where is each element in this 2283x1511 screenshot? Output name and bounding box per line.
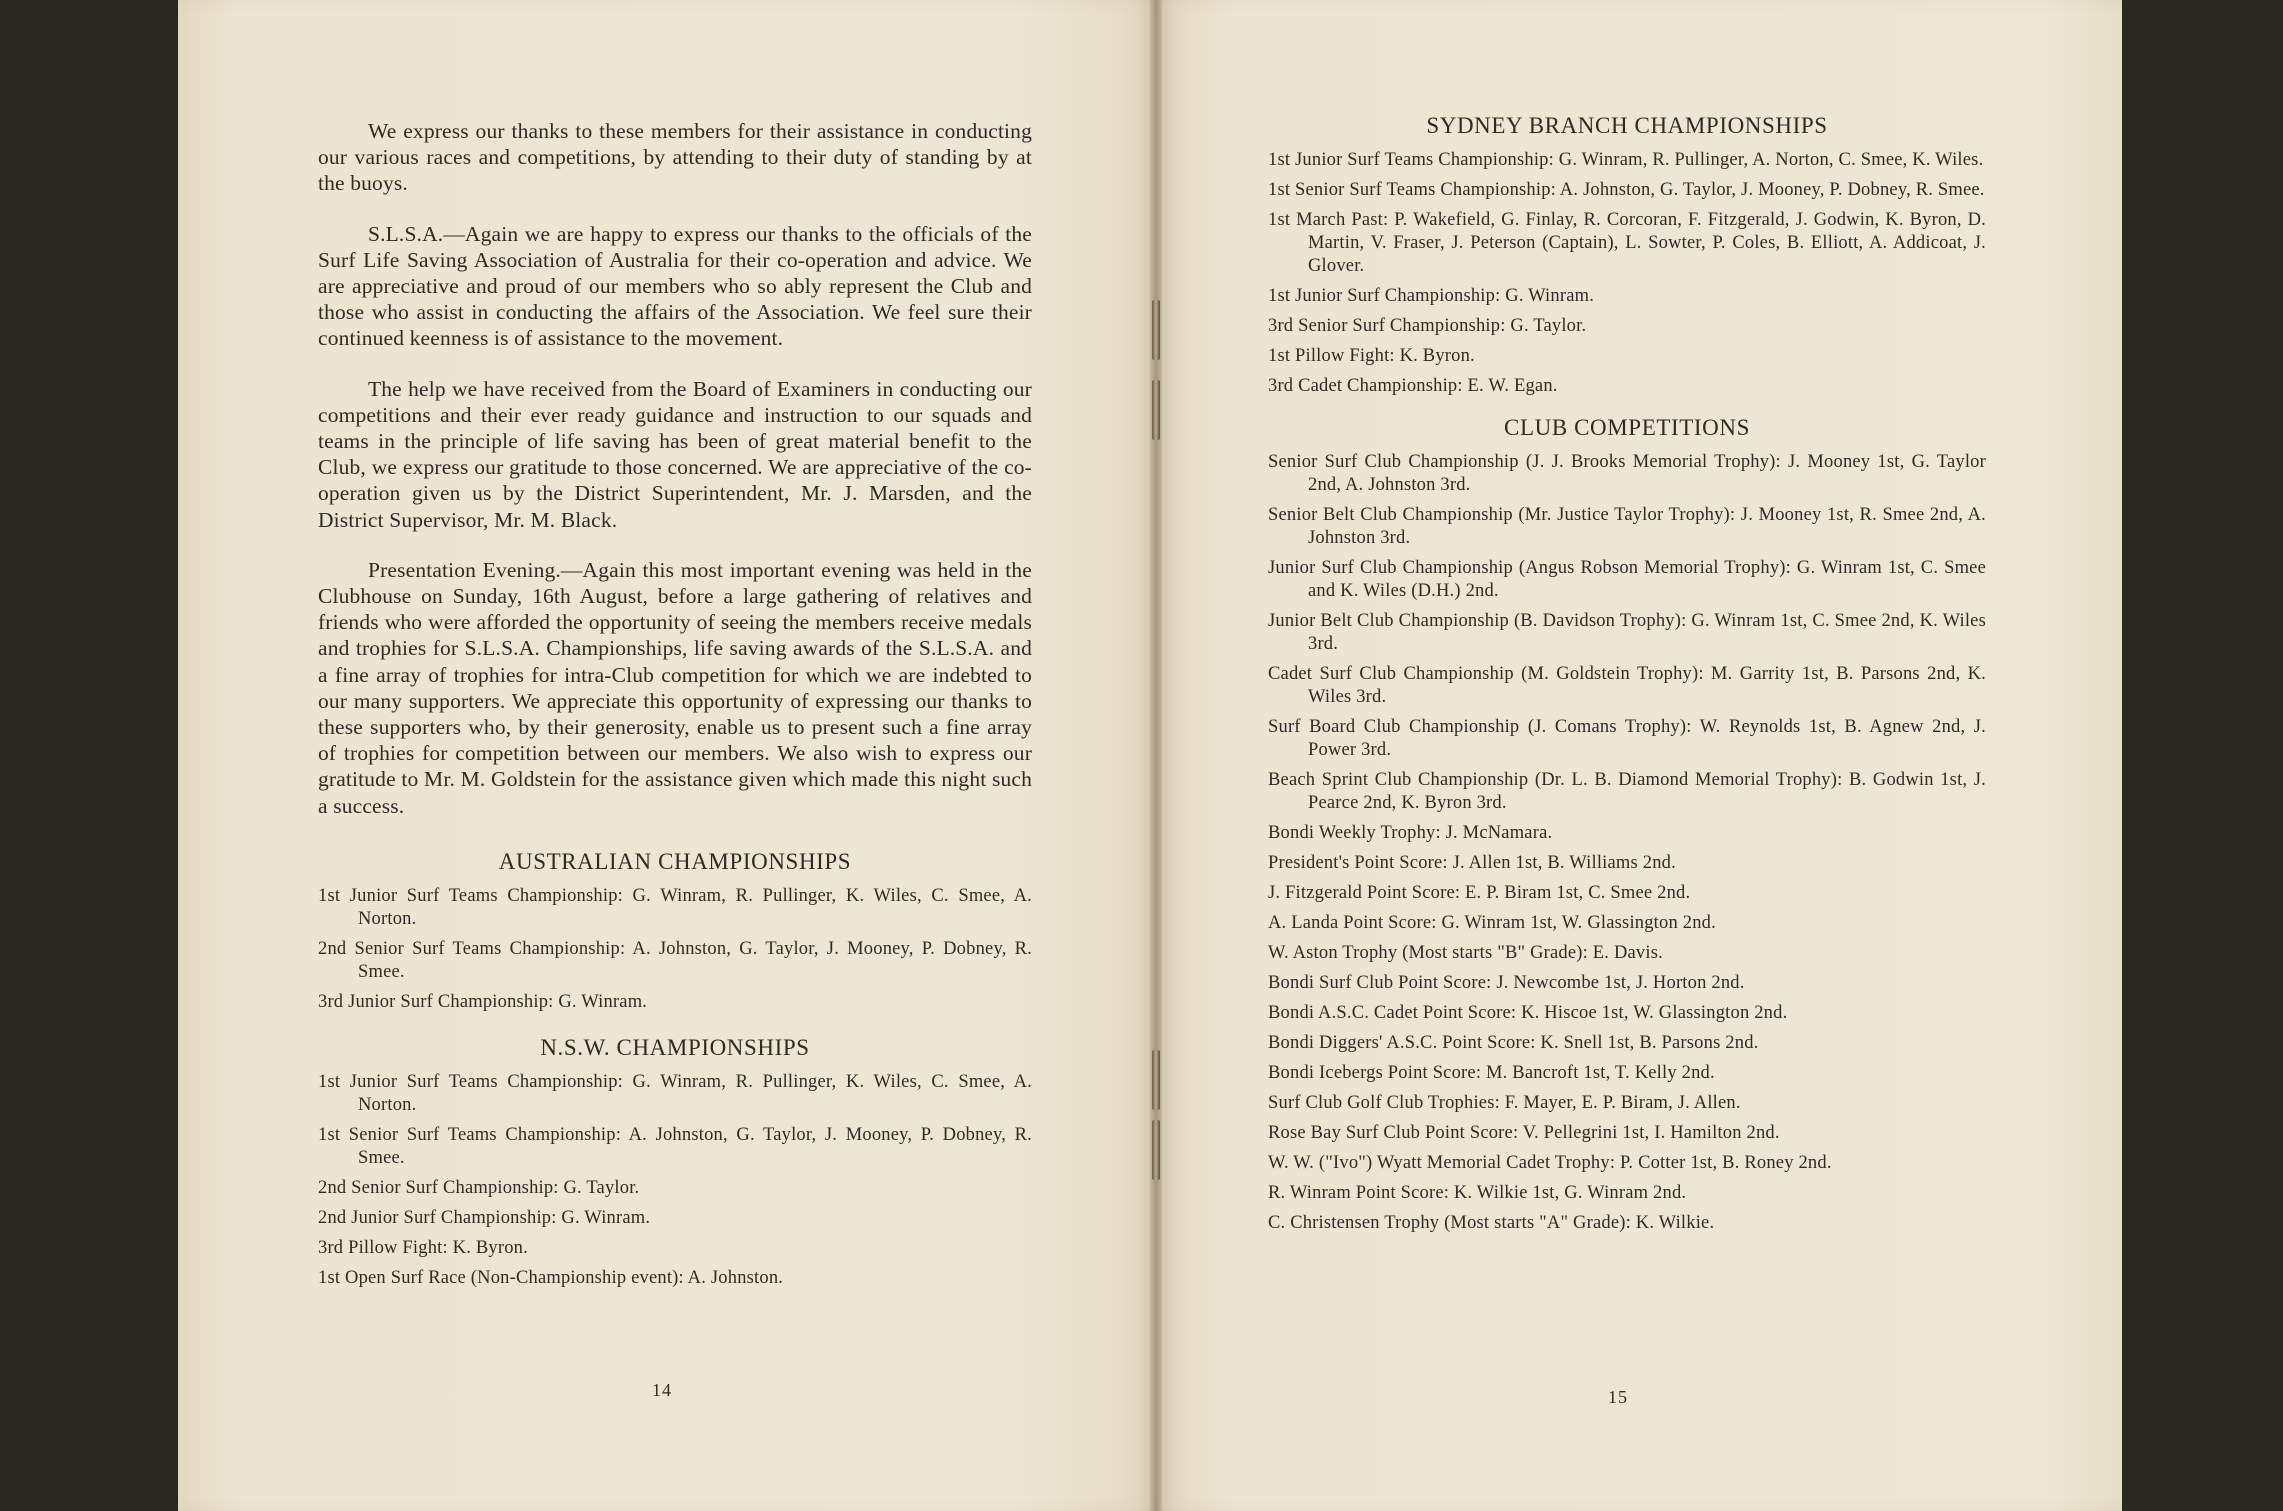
result-entry: 1st Open Surf Race (Non-Championship event): A. Johnston. [318,1267,784,1288]
result-entry: 3rd Cadet Championship: E. W. Egan. [1268,376,1558,396]
right-page [1156,0,2122,1511]
result-entry: Junior Surf Club Championship (Angus Robson Memorial Trophy): G. Winram 1st, C. Smee and K. Wiles (D.H.) 2nd. [1268,558,1986,601]
result-entry: A. Landa Point Score: G. Winram 1st, W. Glassington 2nd. [1268,913,1716,933]
left-page [178,0,1156,1511]
result-entry: 2nd Junior Surf Championship: G. Winram. [318,1207,651,1228]
result-entry: 3rd Pillow Fight: K. Byron. [318,1237,528,1258]
paragraph: We express our thanks to these members for their assistance in conducting our various races and competitions, by attending to their duty of standing by at the buoys. [318,119,1032,196]
staple [1152,300,1160,360]
section-club-competitions [1268,415,1986,1235]
result-entry: 1st Junior Surf Teams Championship: G. Winram, R. Pullinger, K. Wiles, C. Smee, A. Norton. [318,885,1032,929]
result-entry: Senior Surf Club Championship (J. J. Brooks Memorial Trophy): J. Mooney 1st, G. Taylor 2nd, A. Johnston 3rd. [1268,452,1986,495]
result-entry: 1st Senior Surf Teams Championship: A. Johnston, G. Taylor, J. Mooney, P. Dobney, R. Smee. [318,1124,1032,1168]
result-entry: Bondi Weekly Trophy: J. McNamara. [1268,823,1553,843]
result-entry: Cadet Surf Club Championship (M. Goldstein Trophy): M. Garrity 1st, B. Parsons 2nd, K. Wiles 3rd. [1268,664,1986,707]
result-entry: 1st Junior Surf Teams Championship: G. Winram, R. Pullinger, A. Norton, C. Smee, K. Wiles. [1268,150,1984,170]
result-entry: 3rd Senior Surf Championship: G. Taylor. [1268,316,1587,336]
section-sydney-branch-championships [1268,113,1986,398]
result-entry: Surf Board Club Championship (J. Comans Trophy): W. Reynolds 1st, B. Agnew 2nd, J. Power 3rd. [1268,717,1986,760]
staple [1152,1120,1160,1180]
staple [1152,1050,1160,1110]
result-entry: Beach Sprint Club Championship (Dr. L. B. Diamond Memorial Trophy): B. Godwin 1st, J. Pearce 2nd, K. Byron 3rd. [1268,770,1986,813]
result-entry: J. Fitzgerald Point Score: E. P. Biram 1st, C. Smee 2nd. [1268,883,1691,903]
paragraph: S.L.S.A.—Again we are happy to express our thanks to the officials of the Surf Life Saving Association of Australia for their co-operation and advice. We are appreciative and proud of our members who so ably represent the Club and those who assist in conducting the affairs of the Association. We feel sure their continued keenness is of assistance to the movement. [318,221,1032,351]
result-entry: 2nd Senior Surf Championship: G. Taylor. [318,1177,640,1198]
result-entry: President's Point Score: J. Allen 1st, B. Williams 2nd. [1268,853,1676,873]
result-entry: Bondi Icebergs Point Score: M. Bancroft 1st, T. Kelly 2nd. [1268,1063,1715,1083]
page-number: 14 [652,1380,672,1400]
section-heading: CLUB COMPETITIONS [1504,415,1750,440]
binding-gutter [1150,0,1162,1511]
result-entry: 1st Junior Surf Teams Championship: G. Winram, R. Pullinger, K. Wiles, C. Smee, A. Norton. [318,1071,1032,1115]
section-heading: SYDNEY BRANCH CHAMPIONSHIPS [1426,113,1828,138]
result-entry: C. Christensen Trophy (Most starts "A" Grade): K. Wilkie. [1268,1213,1715,1233]
paragraph: The help we have received from the Board of Examiners in conducting our competitions and their ever ready guidance and instruction to our squads and teams in the principle of life saving has been of great material benefit to the Club, we express our gratitude to those concerned. We are appreciative of the co-operation given us by the District Superintendent, Mr. J. Marsden, and the District Supervisor, Mr. M. Black. [318,376,1032,532]
section-australian-championships [318,849,1032,1014]
result-entry: Bondi A.S.C. Cadet Point Score: K. Hiscoe 1st, W. Glassington 2nd. [1268,1003,1788,1023]
result-entry: 1st March Past: P. Wakefield, G. Finlay, R. Corcoran, F. Fitzgerald, J. Godwin, K. Byron, D. Martin, V. Fraser, J. Peterson (Captain), L. Sowter, P. Coles, B. Elliott, A. Addicoat, J. Glover. [1268,210,1986,276]
result-entry: R. Winram Point Score: K. Wilkie 1st, G. Winram 2nd. [1268,1183,1687,1203]
staple [1152,380,1160,440]
result-entry: 3rd Junior Surf Championship: G. Winram. [318,991,648,1012]
result-entry: Bondi Diggers' A.S.C. Point Score: K. Snell 1st, B. Parsons 2nd. [1268,1033,1759,1053]
result-entry: Bondi Surf Club Point Score: J. Newcombe 1st, J. Horton 2nd. [1268,973,1745,993]
left-page-text-column [318,118,1032,1297]
section-heading: AUSTRALIAN CHAMPIONSHIPS [498,848,852,874]
result-entry: 1st Senior Surf Teams Championship: A. Johnston, G. Taylor, J. Mooney, P. Dobney, R. Smee. [1268,180,1985,200]
paragraph: Presentation Evening.—Again this most important evening was held in the Clubhouse on Sunday, 16th August, before a large gathering of relatives and friends who were afforded the opportunity of seeing the members receive medals and trophies for S.L.S.A. Championships, life saving awards of the S.L.S.A. and a fine array of trophies for intra-Club competition for which we are indebted to our many supporters. We appreciate this opportunity of expressing our thanks to these supporters who, by their generosity, enable us to present such a fine array of trophies for competition between our members. We also wish to express our gratitude to Mr. M. Goldstein for the assistance given which made this night such a success. [318,557,1032,818]
section-heading: N.S.W. CHAMPIONSHIPS [540,1034,810,1060]
result-entry: 2nd Senior Surf Teams Championship: A. Johnston, G. Taylor, J. Mooney, P. Dobney, R. Smee. [318,938,1032,982]
result-entry: W. Aston Trophy (Most starts "B" Grade): E. Davis. [1268,943,1663,963]
result-entry: Junior Belt Club Championship (B. Davidson Trophy): G. Winram 1st, C. Smee 2nd, K. Wiles 3rd. [1268,611,1986,654]
result-entry: Senior Belt Club Championship (Mr. Justice Taylor Trophy): J. Mooney 1st, R. Smee 2nd, A. Johnston 3rd. [1268,505,1986,548]
page-number: 15 [1608,1387,1628,1407]
result-entry: Rose Bay Surf Club Point Score: V. Pellegrini 1st, I. Hamilton 2nd. [1268,1123,1780,1143]
result-entry: 1st Pillow Fight: K. Byron. [1268,346,1475,366]
section-nsw-championships [318,1035,1032,1290]
result-entry: Surf Club Golf Club Trophies: F. Mayer, E. P. Biram, J. Allen. [1268,1093,1741,1113]
result-entry: W. W. ("Ivo") Wyatt Memorial Cadet Trophy: P. Cotter 1st, B. Roney 2nd. [1268,1153,1832,1173]
result-entry: 1st Junior Surf Championship: G. Winram. [1268,286,1595,306]
right-page-text-column [1268,113,1986,1242]
